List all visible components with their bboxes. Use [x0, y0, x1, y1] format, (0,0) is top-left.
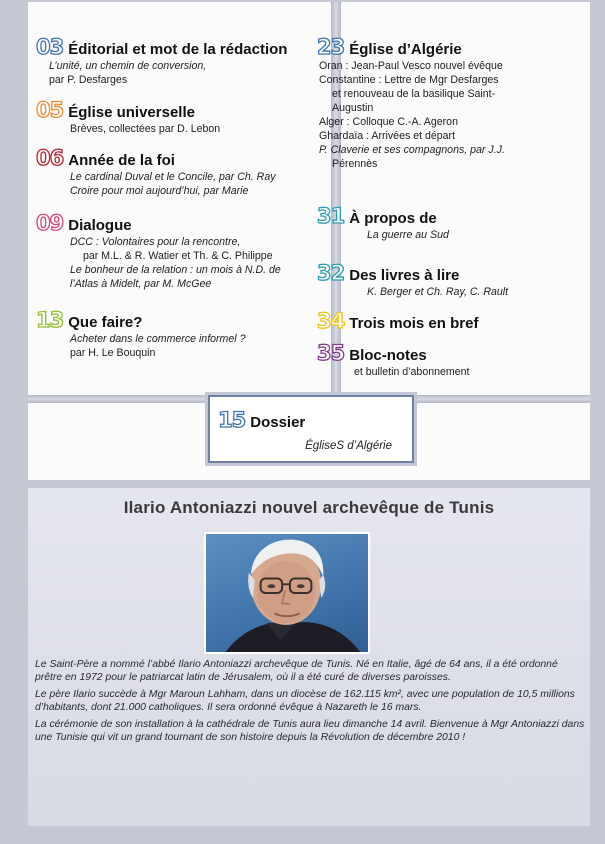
- section-title: Éditorial et mot de la rédaction: [68, 41, 288, 58]
- page-number: 31: [317, 204, 345, 228]
- page-number: 13: [36, 308, 64, 332]
- entry-line: DCC : Volontaires pour la rencontre,: [70, 236, 241, 248]
- entry-line: Alger : Colloque C.-A. Ageron: [319, 116, 458, 128]
- toc-entry[interactable]: [36, 212, 326, 291]
- article-body: [35, 659, 585, 749]
- dossier-subtitle: ÉgliseS d’Algérie: [305, 440, 392, 452]
- entry-line: Pérennès: [332, 158, 378, 170]
- entry-line: Croire pour moi aujourd’hui, par Marie: [70, 185, 249, 197]
- entry-line: et bulletin d’abonnement: [354, 366, 470, 378]
- section-title: Des livres à lire: [349, 267, 460, 284]
- section-title: Bloc-notes: [349, 347, 427, 364]
- portrait-photo: [204, 532, 370, 654]
- entry-line: La guerre au Sud: [367, 229, 449, 241]
- entry-line: Le cardinal Duval et le Concile, par Ch. Ray: [70, 171, 276, 183]
- article-title: Ilario Antoniazzi nouvel archevêque de Tunis: [123, 498, 495, 517]
- entry-line: par H. Le Bouquin: [70, 347, 156, 359]
- entry-line: Ghardaïa : Arrivées et départ: [319, 130, 456, 142]
- toc-entry[interactable]: [36, 147, 326, 198]
- toc-entry[interactable]: [317, 342, 585, 379]
- page-number: 09: [36, 211, 64, 235]
- section-title: Église d’Algérie: [349, 41, 462, 58]
- page-number: 05: [36, 98, 64, 122]
- entry-line: Acheter dans le commerce informel ?: [70, 333, 246, 345]
- toc-entry[interactable]: [36, 309, 326, 360]
- entry-line: par P. Desfarges: [49, 74, 128, 86]
- entry-line: et renouveau de la basilique Saint-: [332, 88, 496, 100]
- toc-entry[interactable]: [317, 262, 585, 299]
- entry-line: l’Atlas à Midelt, par M. McGee: [70, 278, 212, 290]
- entry-line: L’unité, un chemin de conversion,: [49, 60, 207, 72]
- section-title: Trois mois en bref: [349, 315, 479, 332]
- entry-line: Le bonheur de la relation : un mois à N.D. de: [70, 264, 281, 276]
- page-number: 03: [36, 35, 64, 59]
- entry-line: par M.L. & R. Watier et Th. & C. Philippe: [83, 250, 273, 262]
- entry-line: P. Claverie et ses compagnons, par J.J.: [319, 144, 505, 156]
- divider-band: [28, 395, 208, 403]
- toc-entry[interactable]: [317, 310, 585, 333]
- news-article: [28, 488, 590, 826]
- dossier-title: Dossier: [250, 414, 306, 431]
- section-title: Année de la foi: [68, 152, 175, 169]
- page-number: 15: [218, 408, 246, 432]
- page-number: 23: [317, 35, 345, 59]
- page-number: 06: [36, 146, 64, 170]
- toc-entry[interactable]: [317, 205, 585, 242]
- entry-line: Brèves, collectées par D. Lebon: [70, 123, 221, 135]
- article-paragraph: La cérémonie de son installation à la cathédrale de Tunis aura lieu dimanche 14 avril. Bienvenue à Mgr Antoniazzi dans une Tunisie qui vit un grand tournant de son histoire depuis la Révolution de décembre 2010 !: [35, 719, 585, 743]
- page-number: 34: [317, 309, 345, 333]
- page-number: 35: [317, 341, 345, 365]
- article-paragraph: Le Saint-Père a nommé l’abbé Ilario Antoniazzi archevêque de Tunis. Né en Italie, âgé de 64 ans, il a été ordonné prêtre en 1972 pour le patriarcat latin de Jérusalem, où il a été curé de diverses paroisses.: [35, 659, 558, 683]
- toc-entry[interactable]: [317, 36, 585, 171]
- entry-line: Augustin: [332, 102, 374, 114]
- dossier-box[interactable]: [208, 395, 414, 463]
- entry-line: Constantine : Lettre de Mgr Desfarges: [319, 74, 499, 86]
- page-number: 32: [317, 261, 345, 285]
- entry-line: K. Berger et Ch. Ray, C. Rault: [367, 286, 509, 298]
- article-paragraph: Le père Ilario succède à Mgr Maroun Lahham, dans un diocèse de 162.115 km², avec une population de 10,5 millions d’habitants, dont 21.000 catholiques. Il sera ordonné évêque à Nazareth le 16 mars.: [35, 689, 575, 713]
- section-title: Que faire?: [68, 314, 143, 331]
- divider-band: [414, 395, 590, 403]
- portrait-illustration: [206, 534, 368, 652]
- toc-entry[interactable]: [36, 36, 326, 87]
- toc-entry[interactable]: [36, 99, 326, 136]
- table-of-contents: [28, 2, 590, 480]
- section-title: Église universelle: [68, 104, 195, 121]
- section-title: À propos de: [349, 210, 437, 227]
- entry-line: Oran : Jean-Paul Vesco nouvel évêque: [319, 60, 503, 72]
- section-title: Dialogue: [68, 217, 132, 234]
